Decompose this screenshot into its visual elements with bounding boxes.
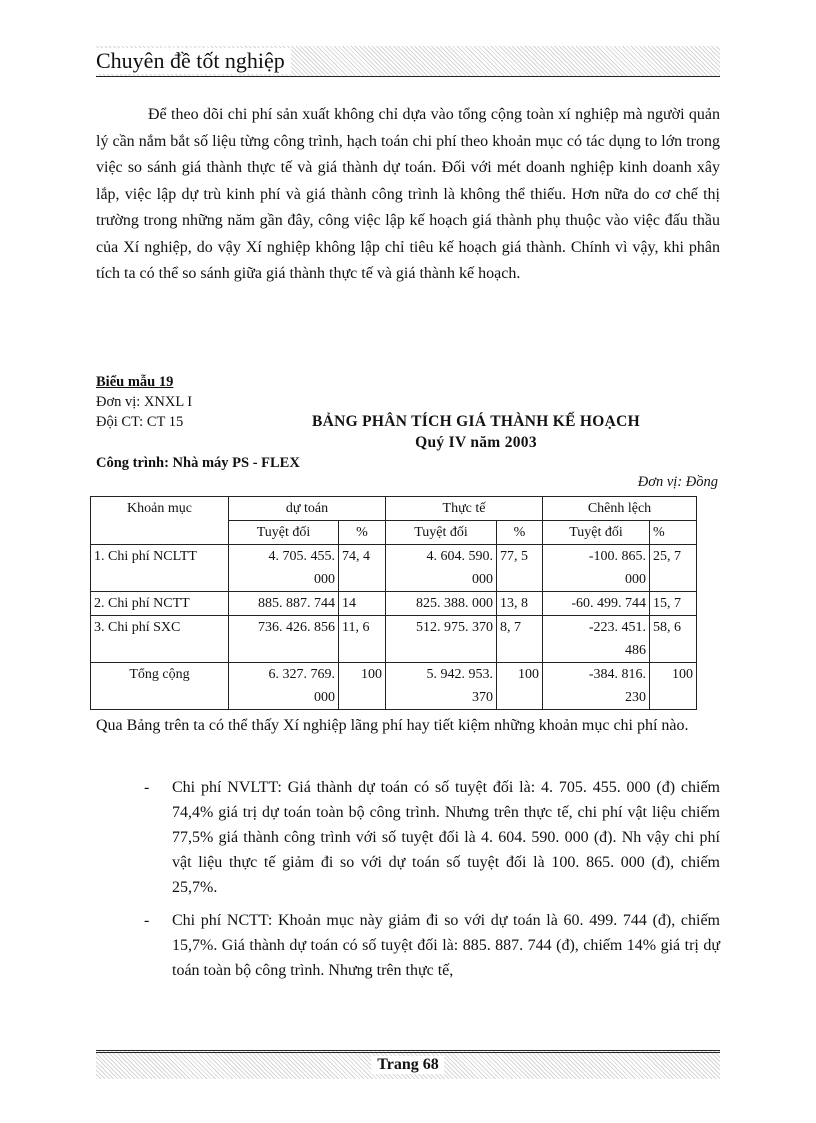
- diff-abs-line1: -223. 451.: [588, 620, 646, 635]
- header-actual-abs: Tuyệt đối: [386, 521, 497, 545]
- diff-abs: [543, 616, 650, 663]
- diff-pct: 15, 7: [650, 592, 697, 616]
- bullet-dash: -: [144, 779, 150, 796]
- cost-analysis-table: [90, 496, 697, 710]
- summary-paragraph: Qua Bảng trên ta có thể thấy Xí nghiệp lãng phí hay tiết kiệm những khoản mục chi phí nào.: [96, 717, 689, 734]
- row-item: 1. Chi phí NCLTT: [91, 545, 229, 592]
- header-title: Chuyên đề tốt nghiệp: [96, 48, 291, 74]
- actual-abs: [386, 663, 497, 710]
- diff-abs-line1: -384. 816.: [588, 667, 646, 682]
- table-total-row: [91, 663, 697, 710]
- row-item: 2. Chi phí NCTT: [91, 592, 229, 616]
- budget-abs: [229, 545, 339, 592]
- actual-pct: 77, 5: [497, 545, 543, 592]
- diff-abs: [543, 663, 650, 710]
- header-diff-abs: Tuyệt đối: [543, 521, 650, 545]
- actual-pct: 13, 8: [497, 592, 543, 616]
- diff-pct: 100: [650, 663, 697, 710]
- intro-paragraph: Để theo dõi chi phí sản xuất không chỉ dựa vào tổng cộng toàn xí nghiệp mà người quản lý cần nắm bắt số liệu từng công trình, hạch toán chi phí theo khoản mục có tác dụng to lớn trong việc so sánh giá thành thực tế và giá thành dự toán. Đối với mét doanh nghiệp kinh doanh xây lắp, việc lập dự trù kinh phí và giá thành công trình là không thể thiếu. Hơn nữa do cơ chế thị trường trong những năm gần đây, công việc lập kế hoạch giá thành phụ thuộc vào việc đấu thầu của Xí nghiệp, do vậy Xí nghiệp không lập chỉ tiêu kế hoạch giá thành. Chính vì vậy, khi phân tích ta có thể so sánh giữa giá thành thực tế và giá thành kế hoạch.: [96, 106, 720, 282]
- budget-abs-line1: 6. 327. 769.: [268, 667, 335, 682]
- project-label: Công trình: Nhà máy PS - FLEX: [96, 455, 300, 471]
- form-label: Biểu mẫu 19: [96, 374, 174, 390]
- actual-abs: [386, 545, 497, 592]
- header-diff-pct: %: [650, 521, 697, 545]
- table-title: BẢNG PHÂN TÍCH GIÁ THÀNH KẾ HOẠCH: [312, 413, 640, 430]
- header-budget: dự toán: [229, 497, 386, 521]
- header-item: Khoản mục: [91, 497, 229, 545]
- table-header-row: [91, 497, 697, 521]
- actual-abs-line1: 4. 604. 590.: [426, 549, 493, 564]
- budget-abs-line2: 000: [314, 572, 335, 587]
- budget-abs: 885. 887. 744: [229, 592, 339, 616]
- diff-pct: 58, 6: [650, 616, 697, 663]
- actual-abs: 825. 388. 000: [386, 592, 497, 616]
- unit-label: Đơn vị: XNXL I: [96, 394, 193, 410]
- bullet-item: [144, 908, 720, 983]
- diff-abs: [543, 545, 650, 592]
- currency-label: Đơn vị: Đồng: [637, 474, 718, 490]
- budget-pct: 14: [339, 592, 386, 616]
- budget-abs: [229, 663, 339, 710]
- row-item: Tổng cộng: [91, 663, 229, 710]
- diff-pct: 25, 7: [650, 545, 697, 592]
- diff-abs-line1: -100. 865.: [588, 549, 646, 564]
- header-budget-abs: Tuyệt đối: [229, 521, 339, 545]
- bullet-text: Chi phí NCTT: Khoản mục này giảm đi so với dự toán là 60. 499. 744 (đ), chiếm 15,7%. Giá thành dự toán có số tuyệt đối là: 885. 887. 744 (đ), chiếm 14% giá trị dự toán toàn bộ công trình. Nhưng trên thực tế,: [172, 912, 720, 979]
- budget-pct: 100: [339, 663, 386, 710]
- diff-abs: -60. 499. 744: [543, 592, 650, 616]
- bullet-item: [144, 775, 720, 900]
- actual-pct: 8, 7: [497, 616, 543, 663]
- team-label: Đội CT: CT 15: [96, 414, 184, 430]
- page-header: [96, 46, 720, 77]
- bullet-text: Chi phí NVLTT: Giá thành dự toán có số tuyệt đối là: 4. 705. 455. 000 (đ) chiếm 74,4% giá trị dự toán toàn bộ công trình. Nhưng trên thực tế, chi phí vật liệu chiếm 77,5% giá thành công trình với số tuyệt đối là 4. 604. 590. 000 (đ). Nh vậy chi phí vật liệu thực tế giảm đi so với dự toán số tuyệt đối là 100. 865. 000 (đ), chiếm 25,7%.: [172, 779, 720, 896]
- diff-abs-line2: 230: [625, 690, 646, 705]
- table-subtitle: Quý IV năm 2003: [415, 434, 537, 451]
- header-actual: Thực tế: [386, 497, 543, 521]
- diff-abs-line2: 486: [625, 643, 646, 658]
- actual-abs-line2: 370: [472, 690, 493, 705]
- actual-abs-line2: 000: [472, 572, 493, 587]
- table-row: [91, 592, 697, 616]
- budget-abs: 736. 426. 856: [229, 616, 339, 663]
- actual-pct: 100: [497, 663, 543, 710]
- page-number: Trang 68: [371, 1056, 444, 1074]
- actual-abs: 512. 975. 370: [386, 616, 497, 663]
- budget-pct: 11, 6: [339, 616, 386, 663]
- page-footer: [96, 1050, 720, 1079]
- table-row: [91, 616, 697, 663]
- table-row: [91, 545, 697, 592]
- actual-abs-line1: 5. 942. 953.: [426, 667, 493, 682]
- row-item: 3. Chi phí SXC: [91, 616, 229, 663]
- header-budget-pct: %: [339, 521, 386, 545]
- header-actual-pct: %: [497, 521, 543, 545]
- header-diff: Chênh lệch: [543, 497, 697, 521]
- budget-abs-line1: 4. 705. 455.: [268, 549, 335, 564]
- diff-abs-line2: 000: [625, 572, 646, 587]
- bullet-dash: -: [144, 912, 150, 929]
- budget-pct: 74, 4: [339, 545, 386, 592]
- budget-abs-line2: 000: [314, 690, 335, 705]
